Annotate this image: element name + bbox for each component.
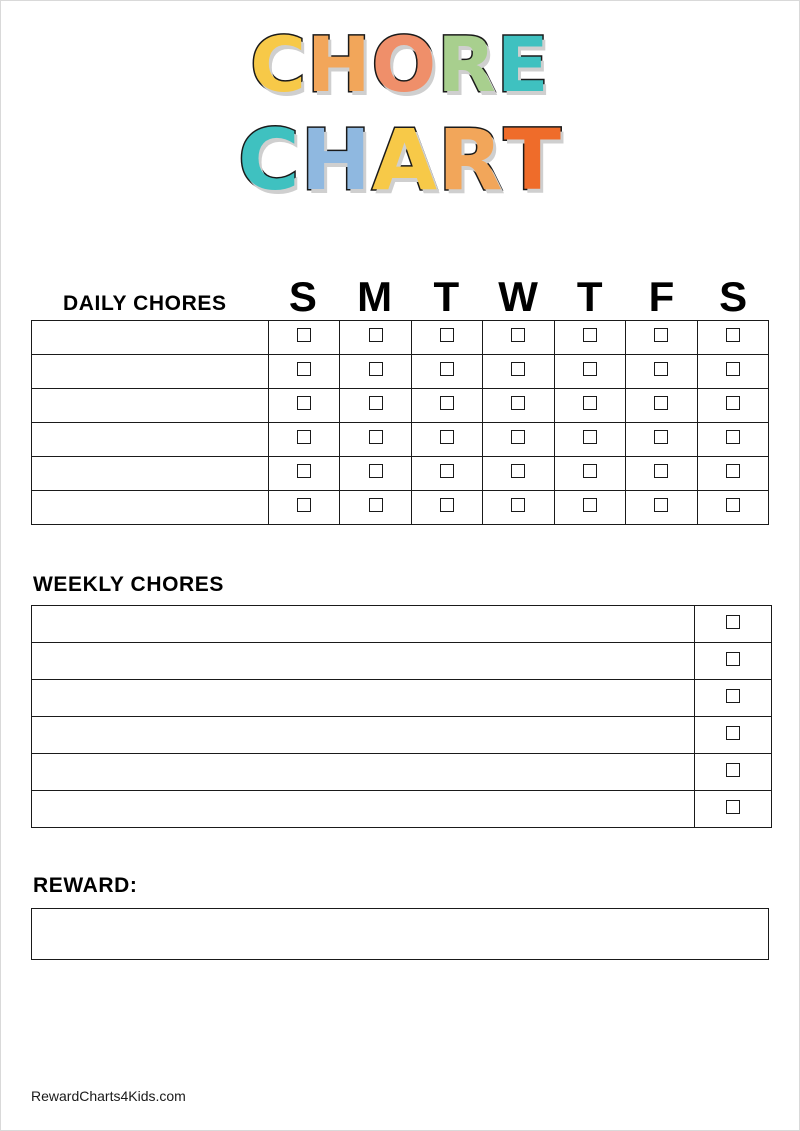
checkbox-icon[interactable] bbox=[369, 430, 383, 444]
table-row bbox=[32, 423, 769, 457]
title-letter: C bbox=[238, 111, 301, 209]
day-letter-sunday: S bbox=[288, 273, 317, 320]
daily-checkbox-cell[interactable] bbox=[340, 321, 411, 355]
weekly-checkbox-cell[interactable] bbox=[695, 606, 772, 643]
checkbox-icon[interactable] bbox=[369, 328, 383, 342]
weekly-chore-name-input[interactable] bbox=[32, 754, 695, 791]
checkbox-icon[interactable] bbox=[440, 498, 454, 512]
daily-checkbox-cell[interactable] bbox=[483, 389, 554, 423]
day-letter-monday: M bbox=[357, 273, 393, 320]
daily-chore-name-input[interactable] bbox=[32, 423, 269, 457]
daily-chore-name-input[interactable] bbox=[32, 355, 269, 389]
title-letter: R bbox=[437, 111, 504, 209]
daily-checkbox-cell[interactable] bbox=[697, 389, 768, 423]
daily-checkbox-cell[interactable] bbox=[626, 491, 697, 525]
table-row bbox=[32, 491, 769, 525]
checkbox-icon[interactable] bbox=[511, 396, 525, 410]
table-row bbox=[32, 791, 772, 828]
checkbox-icon[interactable] bbox=[297, 328, 311, 342]
daily-chore-name-input[interactable] bbox=[32, 389, 269, 423]
table-row bbox=[32, 389, 769, 423]
checkbox-icon[interactable] bbox=[583, 430, 597, 444]
checkbox-icon[interactable] bbox=[726, 800, 740, 814]
daily-checkbox-cell[interactable] bbox=[626, 423, 697, 457]
checkbox-icon[interactable] bbox=[511, 430, 525, 444]
checkbox-icon[interactable] bbox=[726, 328, 740, 342]
checkbox-icon[interactable] bbox=[583, 362, 597, 376]
daily-chore-name-input[interactable] bbox=[32, 491, 269, 525]
daily-checkbox-cell[interactable] bbox=[554, 355, 625, 389]
checkbox-icon[interactable] bbox=[726, 498, 740, 512]
table-row bbox=[32, 606, 772, 643]
footer-credit: RewardCharts4Kids.com bbox=[31, 1088, 186, 1104]
day-letter-wednesday: W bbox=[498, 273, 538, 320]
daily-checkbox-cell[interactable] bbox=[411, 423, 482, 457]
daily-checkbox-cell[interactable] bbox=[483, 355, 554, 389]
title-letter: H bbox=[307, 20, 372, 109]
daily-checkbox-cell[interactable] bbox=[626, 355, 697, 389]
daily-chore-name-input[interactable] bbox=[32, 321, 269, 355]
checkbox-icon[interactable] bbox=[297, 464, 311, 478]
checkbox-icon[interactable] bbox=[654, 396, 668, 410]
daily-checkbox-cell[interactable] bbox=[554, 491, 625, 525]
checkbox-icon[interactable] bbox=[654, 430, 668, 444]
table-row bbox=[32, 355, 769, 389]
checkbox-icon[interactable] bbox=[440, 362, 454, 376]
day-letter-tuesday: T bbox=[433, 273, 460, 320]
checkbox-icon[interactable] bbox=[654, 464, 668, 478]
daily-chores-table bbox=[31, 320, 769, 525]
title-letter: H bbox=[300, 111, 372, 209]
checkbox-icon[interactable] bbox=[440, 430, 454, 444]
title-letter: E bbox=[496, 20, 550, 109]
title-letter: O bbox=[371, 20, 438, 109]
checkbox-icon[interactable] bbox=[440, 396, 454, 410]
weekly-chore-name-input[interactable] bbox=[32, 680, 695, 717]
day-letter-thursday: T bbox=[576, 273, 603, 320]
title-letter: T bbox=[503, 111, 562, 209]
checkbox-icon[interactable] bbox=[369, 362, 383, 376]
table-row bbox=[32, 717, 772, 754]
daily-checkbox-cell[interactable] bbox=[340, 355, 411, 389]
checkbox-icon[interactable] bbox=[511, 328, 525, 342]
checkbox-icon[interactable] bbox=[511, 464, 525, 478]
daily-checkbox-cell[interactable] bbox=[483, 321, 554, 355]
daily-checkbox-cell[interactable] bbox=[269, 457, 340, 491]
weekly-chores-label: WEEKLY CHORES bbox=[33, 573, 225, 596]
checkbox-icon[interactable] bbox=[726, 464, 740, 478]
weekly-checkbox-cell[interactable] bbox=[695, 680, 772, 717]
weekly-chore-name-input[interactable] bbox=[32, 606, 695, 643]
daily-checkbox-cell[interactable] bbox=[269, 321, 340, 355]
daily-checkbox-cell[interactable] bbox=[697, 457, 768, 491]
table-row bbox=[32, 643, 772, 680]
weekly-checkbox-cell[interactable] bbox=[695, 717, 772, 754]
daily-checkbox-cell[interactable] bbox=[483, 457, 554, 491]
daily-chores-header bbox=[31, 260, 769, 320]
weekly-chores-table bbox=[31, 605, 772, 828]
daily-checkbox-cell[interactable] bbox=[411, 491, 482, 525]
daily-checkbox-cell[interactable] bbox=[269, 423, 340, 457]
daily-checkbox-cell[interactable] bbox=[483, 491, 554, 525]
daily-checkbox-cell[interactable] bbox=[411, 321, 482, 355]
checkbox-icon[interactable] bbox=[726, 615, 740, 629]
table-row bbox=[32, 321, 769, 355]
checkbox-icon[interactable] bbox=[726, 362, 740, 376]
weekly-chore-name-input[interactable] bbox=[32, 791, 695, 828]
checkbox-icon[interactable] bbox=[297, 430, 311, 444]
checkbox-icon[interactable] bbox=[726, 763, 740, 777]
day-letter-saturday: S bbox=[719, 273, 748, 320]
title-letter: C bbox=[250, 20, 308, 109]
weekly-checkbox-cell[interactable] bbox=[695, 643, 772, 680]
daily-checkbox-cell[interactable] bbox=[340, 423, 411, 457]
checkbox-icon[interactable] bbox=[583, 498, 597, 512]
reward-input[interactable] bbox=[31, 908, 769, 960]
daily-checkbox-cell[interactable] bbox=[411, 389, 482, 423]
checkbox-icon[interactable] bbox=[654, 328, 668, 342]
daily-checkbox-cell[interactable] bbox=[554, 457, 625, 491]
daily-checkbox-cell[interactable] bbox=[626, 389, 697, 423]
checkbox-icon[interactable] bbox=[726, 689, 740, 703]
daily-checkbox-cell[interactable] bbox=[411, 457, 482, 491]
checkbox-icon[interactable] bbox=[726, 396, 740, 410]
daily-checkbox-cell[interactable] bbox=[269, 389, 340, 423]
daily-checkbox-cell[interactable] bbox=[411, 355, 482, 389]
daily-chore-name-input[interactable] bbox=[32, 457, 269, 491]
checkbox-icon[interactable] bbox=[440, 464, 454, 478]
checkbox-icon[interactable] bbox=[654, 498, 668, 512]
table-row bbox=[32, 680, 772, 717]
title-letter: A bbox=[371, 111, 438, 209]
weekly-chore-name-input[interactable] bbox=[32, 717, 695, 754]
daily-checkbox-cell[interactable] bbox=[340, 457, 411, 491]
daily-checkbox-cell[interactable] bbox=[626, 457, 697, 491]
checkbox-icon[interactable] bbox=[511, 498, 525, 512]
checkbox-icon[interactable] bbox=[726, 726, 740, 740]
checkbox-icon[interactable] bbox=[583, 396, 597, 410]
daily-checkbox-cell[interactable] bbox=[697, 355, 768, 389]
title-line-chart bbox=[1, 111, 799, 209]
weekly-chore-name-input[interactable] bbox=[32, 643, 695, 680]
checkbox-icon[interactable] bbox=[654, 362, 668, 376]
daily-checkbox-cell[interactable] bbox=[483, 423, 554, 457]
checkbox-icon[interactable] bbox=[511, 362, 525, 376]
daily-checkbox-cell[interactable] bbox=[340, 389, 411, 423]
table-row bbox=[32, 457, 769, 491]
checkbox-icon[interactable] bbox=[297, 498, 311, 512]
daily-checkbox-cell[interactable] bbox=[554, 389, 625, 423]
weekly-checkbox-cell[interactable] bbox=[695, 791, 772, 828]
daily-checkbox-cell[interactable] bbox=[697, 321, 768, 355]
daily-checkbox-cell[interactable] bbox=[554, 321, 625, 355]
daily-checkbox-cell[interactable] bbox=[269, 491, 340, 525]
checkbox-icon[interactable] bbox=[369, 396, 383, 410]
day-letter-row bbox=[267, 273, 769, 320]
weekly-checkbox-cell[interactable] bbox=[695, 754, 772, 791]
checkbox-icon[interactable] bbox=[297, 362, 311, 376]
daily-checkbox-cell[interactable] bbox=[697, 423, 768, 457]
checkbox-icon[interactable] bbox=[726, 652, 740, 666]
title-letter: R bbox=[437, 20, 497, 109]
checkbox-icon[interactable] bbox=[583, 328, 597, 342]
checkbox-icon[interactable] bbox=[297, 396, 311, 410]
daily-checkbox-cell[interactable] bbox=[554, 423, 625, 457]
checkbox-icon[interactable] bbox=[583, 464, 597, 478]
daily-checkbox-cell[interactable] bbox=[269, 355, 340, 389]
day-letter-friday: F bbox=[648, 273, 675, 320]
chart-title bbox=[1, 1, 799, 209]
checkbox-icon[interactable] bbox=[369, 464, 383, 478]
daily-checkbox-cell[interactable] bbox=[626, 321, 697, 355]
daily-checkbox-cell[interactable] bbox=[697, 491, 768, 525]
reward-label: REWARD: bbox=[33, 874, 138, 897]
title-line-chore bbox=[1, 20, 799, 109]
checkbox-icon[interactable] bbox=[726, 430, 740, 444]
checkbox-icon[interactable] bbox=[369, 498, 383, 512]
checkbox-icon[interactable] bbox=[440, 328, 454, 342]
table-row bbox=[32, 754, 772, 791]
daily-chores-label: DAILY CHORES bbox=[63, 292, 227, 315]
daily-checkbox-cell[interactable] bbox=[340, 491, 411, 525]
